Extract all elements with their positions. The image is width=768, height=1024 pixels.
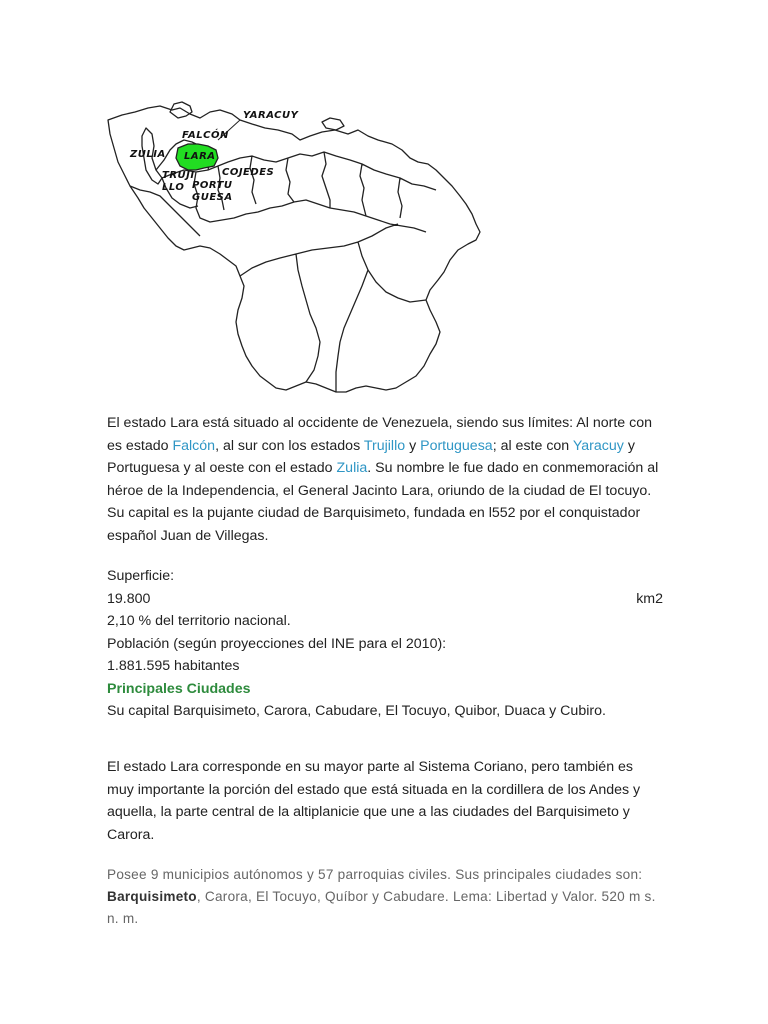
trujillo-link[interactable]: Trujillo [363, 437, 406, 454]
surface-unit: km2 [636, 590, 663, 607]
population-label: Población (según proyecciones del INE para el 2010): [107, 635, 447, 652]
portuguesa-link[interactable]: Portuguesa [420, 437, 493, 454]
zulia-link[interactable]: Zulia [336, 460, 368, 476]
margarita-island [322, 118, 344, 130]
yaracuy-link[interactable]: Yaracuy [572, 437, 624, 454]
intro-text-6: . Su nombre le fue dado en conmemoración al héroe de la Independencia, el General Jacinto Lara, oriundo de la ciudad de El tocuyo. Su capital es la pujante ciudad de Barquisimeto, fundada en l552 por el conquistador español Juan de Villegas. [107, 460, 659, 544]
surface-value: 19.800 [107, 590, 151, 607]
surface-percent: 2,10 % del territorio nacional. [107, 613, 291, 629]
intro-paragraph [107, 412, 663, 547]
geography-paragraph: El estado Lara corresponde en su mayor parte al Sistema Coriano, pero también es muy importante la porción del estado que está situada en la cordillera de los Andes y aquella, la parte central de la altiplanicie que une a las ciudades del Barquisimeto y Carora. [107, 759, 641, 843]
intro-text-4: ; al este con [492, 437, 573, 454]
cities-text: Su capital Barquisimeto, Carora, Cabudare, El Tocuyo, Quibor, Duaca y Cubiro. [107, 703, 606, 719]
municipios-text-2: , Carora, El Tocuyo, Quíbor y Cabudare. Lema: Libertad y Valor. 520 m s. n. m. [107, 889, 656, 926]
intro-text-2: , al sur con los estados [215, 437, 364, 454]
map-label-cojedes: COJEDES [222, 167, 275, 178]
venezuela-map-svg [100, 100, 500, 400]
intro-text-5: y Portuguesa y al oeste con el estado [107, 437, 635, 476]
map-label-lara: LARA [184, 151, 216, 162]
map-label-llo: LLO [162, 182, 185, 193]
map-label-truji: TRUJI [162, 170, 195, 181]
map-label-falcon: FALCÓN [182, 130, 229, 141]
falcon-link[interactable]: Falcón [172, 437, 216, 454]
intro-text-3: y [405, 437, 421, 454]
population-value: 1.881.595 habitantes [107, 658, 240, 674]
surface-label: Superficie: [107, 568, 175, 584]
map-label-yaracuy: YARACUY [243, 110, 299, 121]
surface-row [107, 588, 663, 611]
venezuela-map [100, 100, 500, 400]
intro-text-1: El estado Lara está situado al occidente de Venezuela, siendo sus límites: Al norte con es estado [107, 415, 652, 454]
municipios-paragraph [107, 864, 663, 930]
map-label-zulia: ZULIA [130, 149, 166, 160]
map-label-guesa: GUESA [192, 192, 233, 203]
capital-bold: Barquisimeto [107, 889, 197, 904]
cities-heading: Principales Ciudades [107, 680, 251, 697]
map-label-portu: PORTU [192, 180, 233, 191]
facts-section [107, 565, 663, 723]
municipios-text-1: Posee 9 municipios autónomos y 57 parroquias civiles. Sus principales ciudades son: [107, 867, 643, 882]
